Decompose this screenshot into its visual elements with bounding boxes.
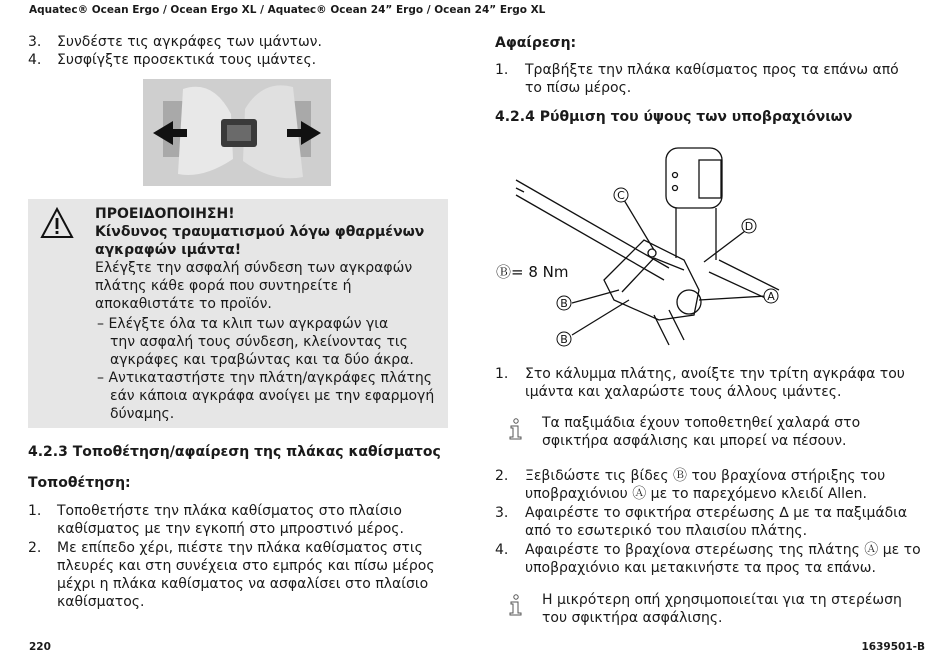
diagram-label-b: B (560, 297, 568, 310)
step-text: υποβραχιόνιο και μετακινήστε τα προς τα επάνω. (525, 560, 876, 576)
diagram-label-d: D (744, 220, 754, 233)
subheading: Αφαίρεση: (495, 35, 577, 51)
diagram-label-c: C (617, 189, 625, 202)
subheading: Τοποθέτηση: (28, 475, 131, 491)
warning-bullet: δύναμης. (110, 406, 175, 422)
warning-bullet: – Αντικαταστήστε την πλάτη/αγκράφες πλάτης (97, 370, 432, 386)
warning-box (28, 199, 448, 428)
step-text: υποβραχιόνιου Ⓐ με το παρεχόμενο κλειδί Allen. (525, 486, 867, 502)
step-text: μέχρι η πλάκα καθίσματος να ασφαλίσει στο πλαίσιο (57, 576, 429, 592)
note-text: Τα παξιμάδια έχουν τοποθετηθεί χαλαρά στο (542, 415, 861, 431)
step-number: 4. (28, 52, 42, 68)
note-text: του σφικτήρα ασφάλισης. (542, 610, 723, 626)
step-number: 1. (28, 503, 42, 519)
warning-text: αποκαθιστάτε το προϊόν. (95, 296, 272, 312)
step-text: Συσφίγξτε προσεκτικά τους ιμάντες. (57, 52, 317, 68)
warning-triangle-icon (40, 207, 74, 239)
diagram-label-b: B (560, 333, 568, 346)
step-text: Τοποθετήστε την πλάκα καθίσματος στο πλαίσιο (57, 503, 402, 519)
step-text: Συνδέστε τις αγκράφες των ιμάντων. (57, 34, 322, 50)
step-number: 2. (495, 468, 509, 484)
section-heading: 4.2.4 Ρύθμιση του ύψους των υποβραχιόνιων (495, 109, 853, 125)
step-text: Με επίπεδο χέρι, πιέστε την πλάκα καθίσματος στις (57, 540, 423, 556)
note-text: σφικτήρα ασφάλισης και μπορεί να πέσουν. (542, 433, 847, 449)
info-icon (506, 417, 524, 441)
step-number: 4. (495, 542, 509, 558)
step-text: Ξεβιδώστε τις βίδες Ⓑ του βραχίονα στήριξης του (525, 468, 886, 484)
armrest-diagram (494, 140, 794, 358)
warning-bullet: – Ελέγξτε όλα τα κλιπ των αγκραφών για (97, 316, 389, 332)
step-number: 3. (28, 34, 42, 50)
running-header: Aquatec® Ocean Ergo / Ocean Ergo XL / Aquatec® Ocean 24” Ergo / Ocean 24” Ergo XL (29, 4, 546, 16)
step-number: 1. (495, 62, 509, 78)
warning-headline: Κίνδυνος τραυματισμού λόγω φθαρμένων (95, 224, 425, 240)
warning-text: Ελέγξτε την ασφαλή σύνδεση των αγκραφών (95, 260, 413, 276)
step-text: Αφαιρέστε το σφικτήρα στερέωσης ∆ με τα παξιμάδια (525, 505, 908, 521)
step-text: ιμάντα και χαλαρώστε τους άλλους ιμάντες. (525, 384, 842, 400)
step-text: Αφαιρέστε το βραχίονα στερέωσης της πλάτης Ⓐ με το (525, 542, 921, 558)
warning-title: ΠΡΟΕΙΔΟΠΟΙΗΣΗ! (95, 206, 235, 222)
document-number: 1639501-B (861, 641, 925, 653)
step-number: 3. (495, 505, 509, 521)
warning-headline: αγκραφών ιμάντα! (95, 242, 242, 258)
step-number: 2. (28, 540, 42, 556)
note-text: Η μικρότερη οπή χρησιμοποιείται για τη στερέωση (542, 592, 902, 608)
page-number: 220 (29, 641, 51, 653)
warning-text: πλάτης κάθε φορά που συντηρείτε ή (95, 278, 352, 294)
warning-bullet: την ασφαλή τους σύνδεση, κλείνοντας τις (110, 334, 408, 350)
info-icon (506, 593, 524, 617)
step-text: το πίσω μέρος. (525, 80, 632, 96)
diagram-label-a: A (767, 290, 775, 303)
step-text: Τραβήξτε την πλάκα καθίσματος προς τα επάνω από (525, 62, 899, 78)
warning-bullet: αγκράφες και τραβώντας και τα δύο άκρα. (110, 352, 414, 368)
step-text: πλευρές και στη συνέχεια στο εμπρός και πίσω μέρος (57, 558, 435, 574)
warning-bullet: εάν κάποια αγκράφα ανοίγει με την εφαρμογή (110, 388, 435, 404)
step-number: 1. (495, 366, 509, 382)
step-text: καθίσματος. (57, 594, 145, 610)
step-text: καθίσματος με την εγκοπή στο μπροστινό μέρος. (57, 521, 404, 537)
step-text: από το εσωτερικό του πλαισίου πλάτης. (525, 523, 808, 539)
buckle-photo (143, 79, 331, 186)
step-text: Στο κάλυμμα πλάτης, ανοίξτε την τρίτη αγκράφα του (525, 366, 905, 382)
section-heading: 4.2.3 Τοποθέτηση/αφαίρεση της πλάκας καθίσματος (28, 444, 441, 460)
torque-label: Ⓑ= 8 Nm (496, 263, 569, 281)
